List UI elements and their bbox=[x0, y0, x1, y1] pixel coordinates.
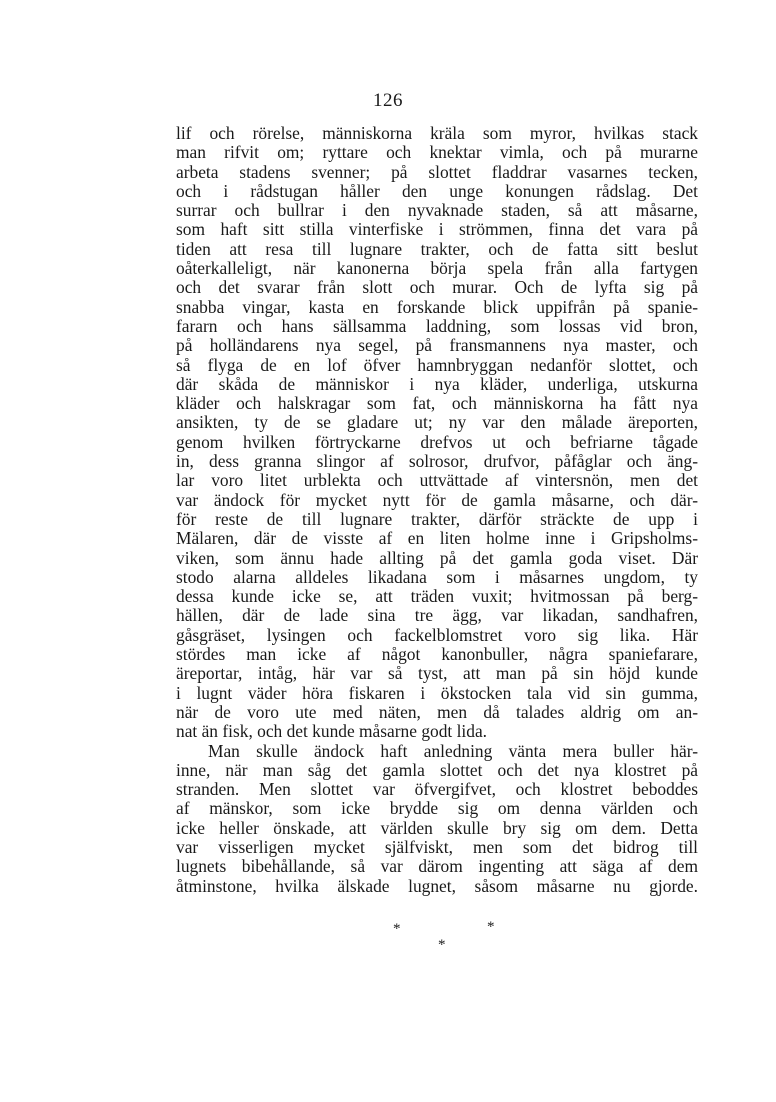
text-line: lif och rörelse, människorna kräla som myror, hvilkas stack bbox=[176, 123, 698, 143]
text-line: i lugnt väder höra fiskaren i ökstocken tala vid sin gumma, bbox=[176, 682, 698, 703]
paragraph-start-line: Man skulle ändock haft anledning vänta mera buller här- bbox=[208, 740, 698, 761]
text-line: genom hvilken förtryckarne drefvos ut och befriarne tågade bbox=[176, 431, 698, 452]
section-separator bbox=[0, 918, 776, 958]
text-line: äreportar, intåg, här var så tyst, att man på sin höjd kunde bbox=[176, 663, 698, 684]
asterisk: * bbox=[487, 919, 495, 935]
text-line: viken, som ännu hade allting på det gamla goda viset. Där bbox=[176, 547, 698, 568]
text-line: lar voro litet urblekta och uttvättade af vintersnön, men det bbox=[176, 470, 698, 491]
text-line: för reste de till lugnare trakter, därför sträckte de upp i bbox=[176, 508, 698, 529]
text-line: icke heller önskade, att världen skulle bry sig om dem. Detta bbox=[176, 817, 698, 838]
text-line: som haft sitt stilla vinterfiske i strömmen, finna det vara på bbox=[176, 219, 698, 240]
text-line: in, dess granna slingor af solrosor, drufvor, påfåglar och äng- bbox=[176, 451, 698, 472]
text-line: man rifvit om; ryttare och knektar vimla, och på murarne bbox=[176, 142, 698, 163]
text-line: Mälaren, där de visste af en liten holme inne i Gripsholms- bbox=[176, 528, 698, 549]
text-line: och i rådstugan håller den unge konungen rådslag. Det bbox=[176, 180, 698, 201]
text-line: fararn och hans sällsamma laddning, som lossas vid bron, bbox=[176, 315, 698, 336]
paragraph-end-line: nat än fisk, och det kunde måsarne godt lida. bbox=[176, 721, 488, 742]
text-line: stördes man icke af något kanonbuller, några spaniefarare, bbox=[176, 644, 698, 665]
text-line: där skåda de människor i nya kläder, underliga, utskurna bbox=[176, 373, 698, 394]
asterisk: * bbox=[393, 921, 401, 937]
text-line: kläder och halskragar som fat, och människorna ha fått nya bbox=[176, 393, 698, 414]
text-line: var ändock för mycket nytt för de gamla måsarne, och där- bbox=[176, 489, 698, 510]
body-text bbox=[176, 124, 698, 896]
text-line: inne, när man såg det gamla slottet och det nya klostret på bbox=[176, 759, 698, 780]
text-line: hällen, där de lade sina tre ägg, var likadan, sandhafren, bbox=[176, 605, 698, 626]
text-line: snabba vingar, kasta en forskande blick uppifrån på spanie- bbox=[176, 296, 698, 317]
text-line: tiden att resa till lugnare trakter, och de fatta sitt beslut bbox=[176, 238, 698, 259]
text-line: ansikten, ty de se gladare ut; ny var den målade äreporten, bbox=[176, 412, 698, 433]
text-line: dessa kunde icke se, att träden vuxit; hvitmossan på berg- bbox=[176, 586, 698, 607]
text-line: var visserligen mycket själfviskt, men som det bidrog till bbox=[176, 836, 698, 857]
page-number: 126 bbox=[373, 90, 403, 111]
text-line: oåterkalleligt, när kanonerna börja spela från alla fartygen bbox=[176, 258, 698, 279]
text-line: arbeta stadens svenner; på slottet fladdrar vasarnes tecken, bbox=[176, 161, 698, 182]
text-line: af mänskor, som icke brydde sig om denna världen och bbox=[176, 798, 698, 819]
text-line: så flyga de en lof öfver hamnbryggan nedanför slottet, och bbox=[176, 354, 698, 375]
text-line: lugnets bibehållande, så var därom ingenting att säga af dem bbox=[176, 856, 698, 877]
text-line: gåsgräset, lysingen och fackelblomstret voro sig lika. Här bbox=[176, 624, 698, 645]
asterisk: * bbox=[438, 937, 446, 953]
text-line: surrar och bullrar i den nyvaknade staden, så att måsarne, bbox=[176, 200, 698, 221]
text-line: när de voro ute med näten, men då talades aldrig om an- bbox=[176, 701, 698, 722]
text-line: stranden. Men slottet var öfvergifvet, och klostret beboddes bbox=[176, 779, 698, 800]
text-line: och det svarar från slott och murar. Och de lyfta sig på bbox=[176, 277, 698, 298]
text-line: åtminstone, hvilka älskade lugnet, såsom måsarne nu gjorde. bbox=[176, 875, 698, 896]
text-line: stodo alarna alldeles likadana som i måsarnes ungdom, ty bbox=[176, 566, 698, 587]
text-line: på holländarens nya segel, på fransmannens nya master, och bbox=[176, 335, 698, 356]
